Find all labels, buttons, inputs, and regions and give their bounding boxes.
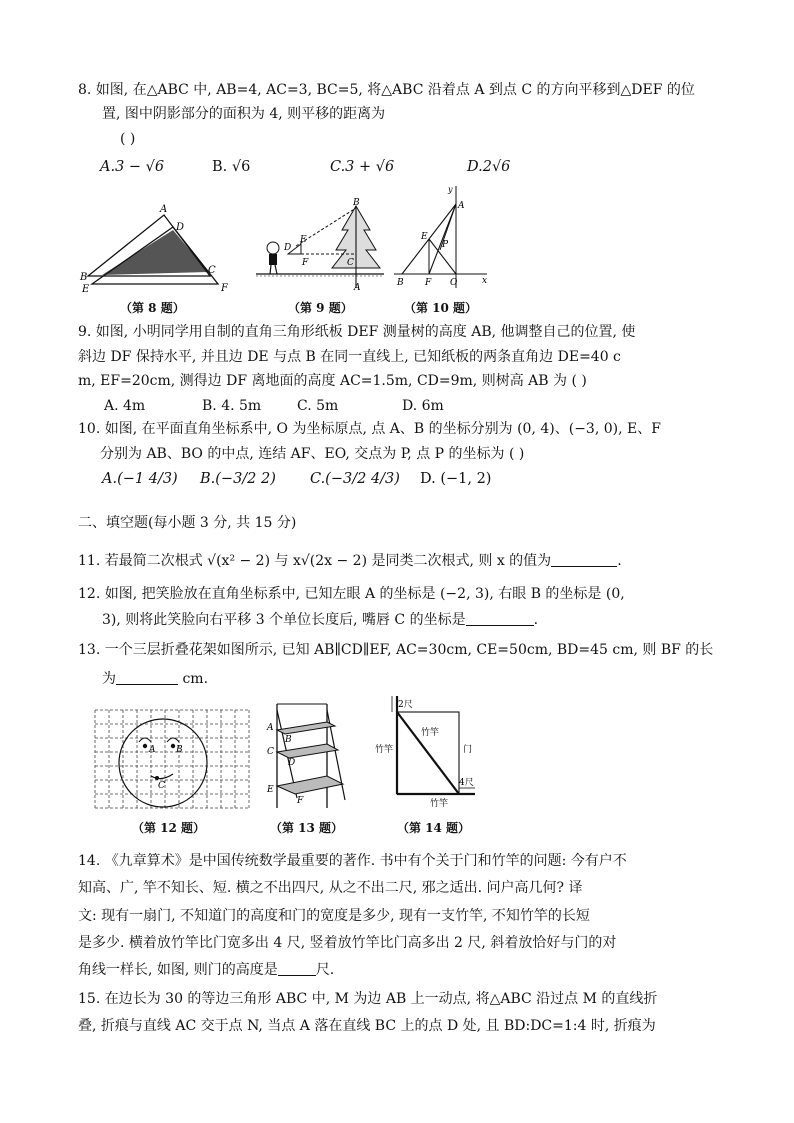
q12-text: 3), 则将此笑脸向右平移 3 个单位长度后, 嘴唇 C 的坐标是: [102, 612, 466, 628]
fig12-label-c: C: [158, 781, 165, 791]
fig14-label-door: 门: [463, 745, 473, 755]
fig9-caption: （第 9 题）: [288, 301, 353, 315]
fig10-label-p: P: [442, 240, 449, 250]
q13-line2: [102, 669, 208, 689]
q10-option-b: B.(−3/2 2): [200, 471, 276, 487]
fig14-label-bamboo-top: 竹竿: [421, 728, 440, 738]
q9-line2: 斜边 DF 保持水平, 并且边 DE 与点 B 在同一直线上, 已知纸板的两条直角边 DE=40 c: [78, 349, 621, 365]
q8-line1: 8. 如图, 在△ABC 中, AB=4, AC=3, BC=5, 将△ABC 沿着点 A 到点 C 的方向平移到△DEF 的位: [78, 82, 695, 98]
q8-answer-paren: ( ): [120, 131, 136, 147]
fig9-label-c: C: [347, 258, 354, 268]
q9-option-b: B. 4. 5m: [202, 398, 262, 414]
fig12-label-a: A: [149, 745, 156, 755]
fig10-label-b: B: [397, 278, 404, 288]
fig12-right-eye-b: [171, 744, 175, 748]
q14-text: 角线一样长, 如图, 则门的高度是: [78, 962, 278, 978]
q13-answer-blank: [116, 670, 178, 685]
fig10-label-o: O: [450, 278, 458, 288]
fig9-person-head: [267, 242, 279, 254]
fig13-shelf-middle: [277, 744, 338, 758]
fig13-label-f: F: [297, 796, 304, 806]
fig8-label-c: C: [208, 265, 216, 276]
fig13-label-a: A: [267, 723, 274, 733]
q14-line1: 14. 《九章算术》是中国传统数学最重要的著作. 书中有个关于门和竹竿的问题: 今有户不: [78, 853, 627, 869]
q14-answer-blank: [278, 961, 316, 976]
q14-line4: 是多少. 横着放竹竿比门宽多出 4 尺, 竖着放竹竿比门高多出 2 尺, 斜着放恰好与门的对: [78, 935, 617, 951]
q11-line: [78, 551, 622, 571]
fig14-caption: （第 14 题）: [397, 821, 471, 835]
q9-line1: 9. 如图, 小明同学用自制的直角三角形纸板 DEF 测量树的高度 AB, 他调整自己的位置, 使: [78, 324, 636, 340]
fig9-label-f: F: [302, 258, 309, 268]
q11-answer-blank: [551, 552, 617, 567]
q13-line1: 13. 一个三层折叠花架如图所示, 已知 AB∥CD∥EF, AC=30cm, CE=50cm, BD=45 cm, 则 BF 的长: [78, 642, 714, 658]
figure-10: [392, 184, 492, 292]
fig12-left-brow: [139, 738, 151, 742]
q8-option-a: A.3 − √6: [100, 159, 165, 175]
fig14-label-bamboo-left: 竹竿: [375, 745, 394, 755]
fig9-person-leg: [270, 265, 271, 274]
section-2-heading: 二、填空题(每小题 3 分, 共 15 分): [78, 515, 297, 531]
fig10-label-f: F: [425, 278, 432, 288]
q9-option-d: D. 6m: [402, 398, 444, 414]
q12-answer-blank: [466, 611, 534, 626]
figure-8: [80, 200, 240, 295]
fig14-label-4chi: 4尺: [459, 778, 474, 788]
q8-line2: 置, 图中阴影部分的面积为 4, 则平移的距离为: [102, 106, 386, 122]
q11-end: .: [617, 553, 622, 569]
fig8-label-a: A: [160, 204, 168, 215]
fig14-diagonal-pole: [397, 712, 459, 794]
q12-line2: [102, 610, 538, 630]
q10-line2: 分别为 AB、BO 的中点, 连结 AF、EO, 交点为 P, 点 P 的坐标为 ( ): [100, 446, 525, 462]
figure-13: [263, 700, 353, 815]
fig10-label-e: E: [421, 232, 428, 242]
fig8-label-f: F: [221, 283, 228, 294]
fig13-label-d: D: [288, 758, 296, 768]
q10-option-d: D. (−1, 2): [420, 471, 492, 487]
fig12-caption: （第 12 题）: [132, 821, 206, 835]
fig12-mouth-point-c: [155, 776, 159, 780]
q14-line2: 知高、广, 竿不知长、短. 横之不出四尺, 从之不出二尺, 邪之适出. 问户高几何? 译: [78, 880, 583, 896]
fig9-person-leg: [275, 265, 277, 274]
fig9-label-b: B: [353, 198, 360, 208]
figure-14: [375, 690, 485, 815]
fig13-label-e: E: [267, 785, 274, 795]
fig9-label-e: E: [300, 235, 307, 245]
q8-option-d: D.2√6: [467, 159, 511, 175]
fig12-left-eye-a: [143, 744, 147, 748]
q8-option-b: B. √6: [212, 159, 251, 175]
q15-line1: 15. 在边长为 30 的等边三角形 ABC 中, M 为边 AB 上一动点, 将△ABC 沿过点 M 的直线折: [78, 991, 658, 1007]
fig13-shelf-bottom: [277, 776, 343, 794]
q9-option-c: C. 5m: [297, 398, 339, 414]
q10-option-c: C.(−3/2 4/3): [310, 471, 400, 487]
fig9-label-a: A: [354, 283, 361, 293]
q13-end: cm.: [178, 671, 209, 687]
fig12-right-brow: [167, 738, 179, 742]
fig14-label-bamboo-bottom: 竹竿: [430, 799, 449, 809]
fig13-label-c: C: [267, 747, 274, 757]
fig8-caption: （第 8 题）: [120, 301, 185, 315]
fig8-label-e: E: [82, 284, 90, 295]
figure-12: [93, 708, 251, 813]
q14-line5: [78, 960, 334, 980]
fig13-shelf-top: [277, 722, 335, 734]
q9-line3: m, EF=20cm, 测得边 DF 离地面的高度 AC=1.5m, CD=9m, 则树高 AB 为 ( ): [78, 373, 587, 389]
q13-text: 为: [102, 671, 116, 687]
q14-end: 尺.: [315, 962, 335, 978]
q10-line1: 10. 如图, 在平面直角坐标系中, O 为坐标原点, 点 A、B 的坐标分别为 (0, 4)、(−3, 0), E、F: [78, 421, 661, 437]
q8-option-c: C.3 + √6: [330, 159, 395, 175]
q14-line3: 文: 现有一扇门, 不知道门的高度和门的宽度是多少, 现有一支竹竿, 不知竹竿的长短: [78, 908, 590, 924]
fig13-caption: （第 13 题）: [270, 821, 344, 835]
fig9-label-d: D: [284, 243, 292, 253]
q11-text: 11. 若最简二次根式 √(x² − 2) 与 x√(2x − 2) 是同类二次根式, 则 x 的值为: [78, 553, 552, 569]
figure-9: [256, 198, 386, 293]
fig10-caption: （第 10 题）: [404, 301, 478, 315]
fig12-mouth: [151, 774, 173, 779]
fig8-label-d: D: [176, 222, 185, 233]
q12-line1: 12. 如图, 把笑脸放在直角坐标系中, 已知左眼 A 的坐标是 (−2, 3), 右眼 B 的坐标是 (0,: [78, 586, 625, 602]
q12-end: .: [533, 612, 539, 628]
fig12-label-b: B: [176, 745, 183, 755]
q10-option-a: A.(−1 4/3): [102, 471, 178, 487]
fig14-label-2chi: 2尺: [398, 700, 413, 710]
q9-option-a: A. 4m: [104, 398, 146, 414]
q15-line2: 叠, 折痕与直线 AC 交于点 N, 当点 A 落在直线 BC 上的点 D 处, 且 BD:DC=1:4 时, 折痕为: [78, 1018, 656, 1034]
fig10-label-a: A: [458, 201, 465, 211]
fig9-person-body: [269, 254, 277, 265]
fig8-label-b: B: [80, 272, 88, 283]
fig12-grid: [95, 710, 249, 808]
fig10-label-y: y: [448, 185, 453, 194]
fig13-label-b: B: [285, 735, 292, 745]
fig10-label-x: x: [482, 276, 488, 286]
